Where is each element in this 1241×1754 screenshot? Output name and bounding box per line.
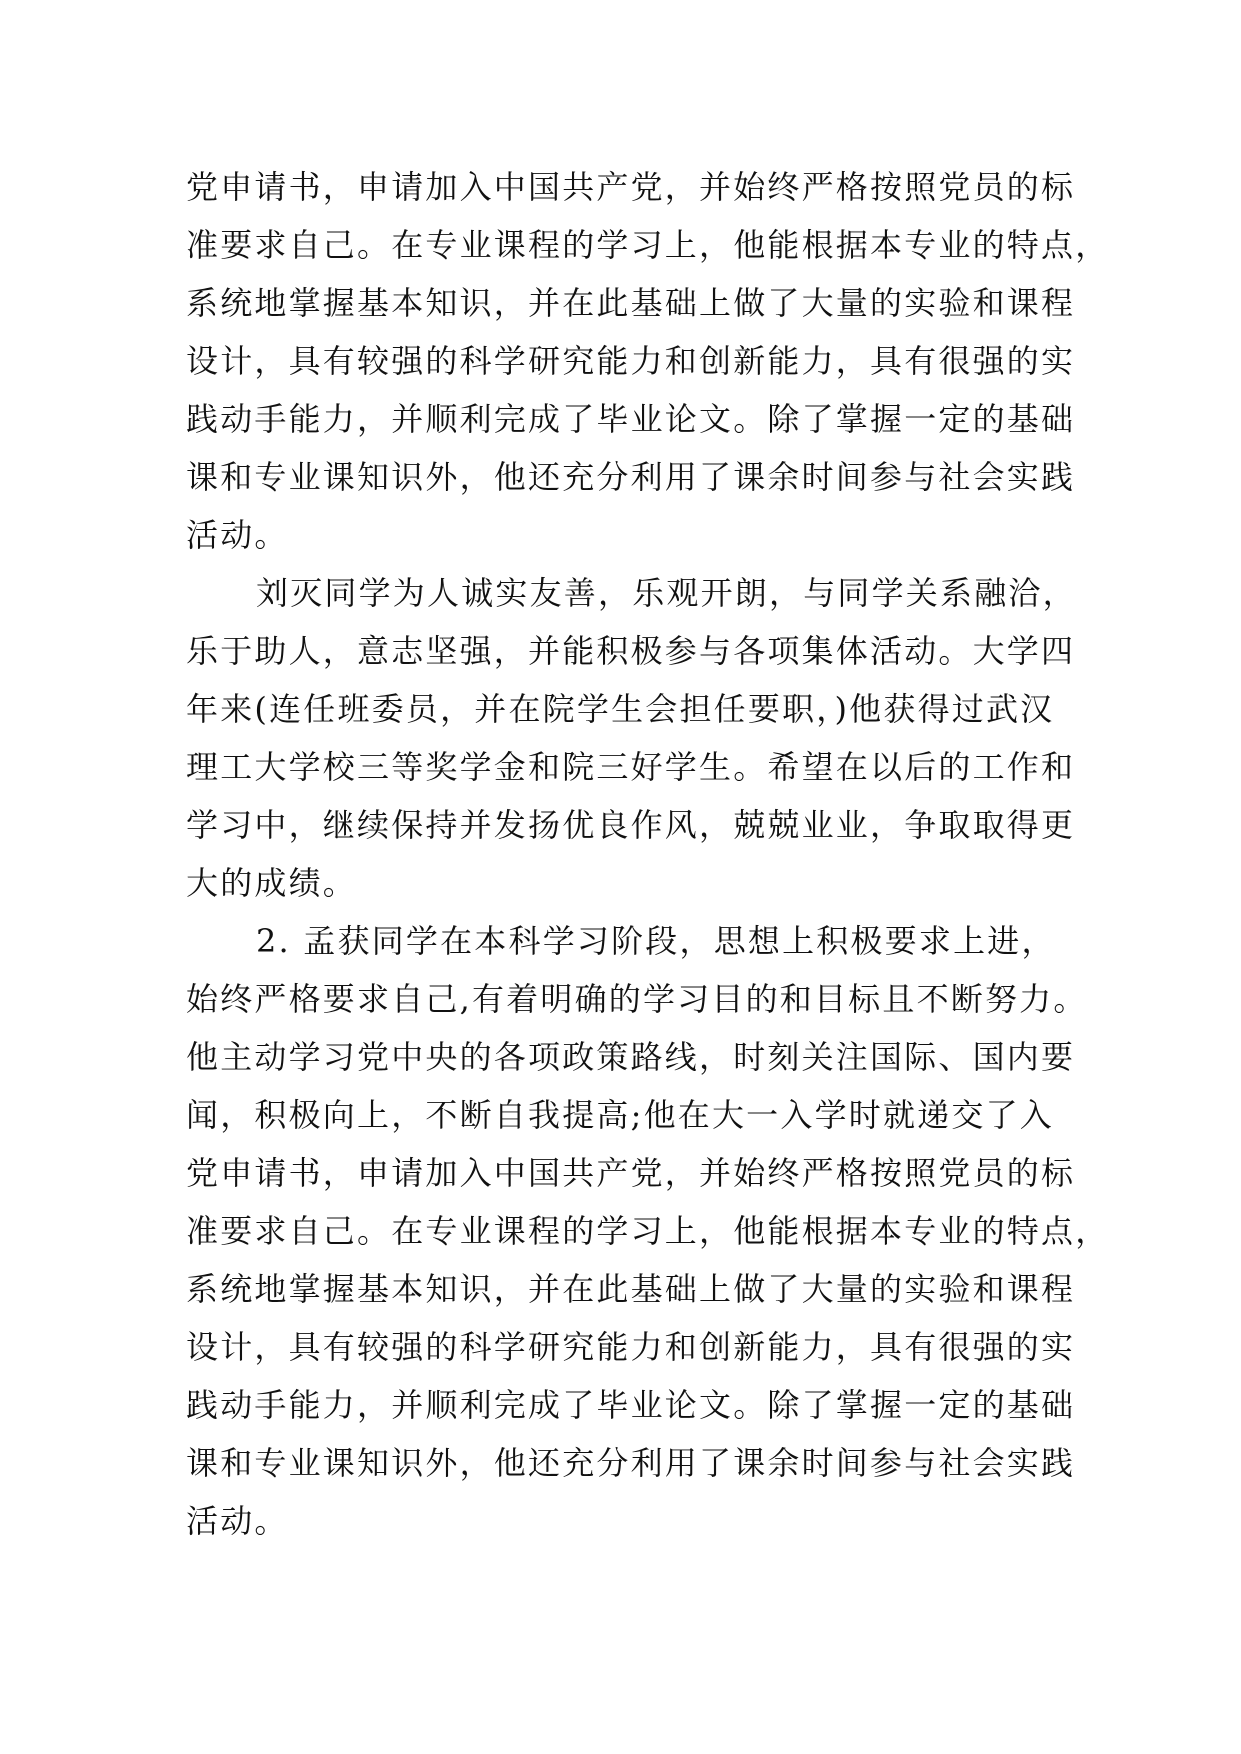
text-line: 党申请书，申请加入中国共产党，并始终严格按照党员的标	[186, 168, 1076, 206]
text-line: 活动。	[186, 1502, 289, 1540]
text-line: 准要求自己。在专业课程的学习上，他能根据本专业的特点，	[186, 1212, 1110, 1250]
text-line: 党申请书，申请加入中国共产党，并始终严格按照党员的标	[186, 1154, 1076, 1192]
text-line: 理工大学校三等奖学金和院三好学生。希望在以后的工作和	[186, 748, 1076, 786]
text-line: 乐于助人，意志坚强，并能积极参与各项集体活动。大学四	[186, 632, 1076, 670]
text-line: 始终严格要求自己,有着明确的学习目的和目标且不断努力。	[186, 980, 1088, 1018]
text-line: 践动手能力，并顺利完成了毕业论文。除了掌握一定的基础	[186, 400, 1076, 438]
text-line: 课和专业课知识外，他还充分利用了课余时间参与社会实践	[186, 458, 1076, 496]
text-line: 课和专业课知识外，他还充分利用了课余时间参与社会实践	[186, 1444, 1076, 1482]
text-line: 设计，具有较强的科学研究能力和创新能力，具有很强的实	[186, 342, 1076, 380]
text-line: 系统地掌握基本知识，并在此基础上做了大量的实验和课程	[186, 1270, 1076, 1308]
text-line: 践动手能力，并顺利完成了毕业论文。除了掌握一定的基础	[186, 1386, 1076, 1424]
text-line: 学习中，继续保持并发扬优良作风，兢兢业业，争取取得更	[186, 806, 1076, 844]
text-line: 刘灭同学为人诚实友善，乐观开朗，与同学关系融洽，	[256, 574, 1077, 612]
text-line: 他主动学习党中央的各项政策路线，时刻关注国际、国内要	[186, 1038, 1076, 1076]
text-line: 设计，具有较强的科学研究能力和创新能力，具有很强的实	[186, 1328, 1076, 1366]
text-line: 闻，积极向上，不断自我提高;他在大一入学时就递交了入	[186, 1096, 1054, 1134]
text-line: 年来(连任班委员，并在院学生会担任要职，)他获得过武汉	[186, 690, 1055, 728]
text-line: 2. 孟获同学在本科学习阶段，思想上积极要求上进，	[256, 922, 1056, 960]
text-line: 大的成绩。	[186, 864, 358, 902]
text-line: 系统地掌握基本知识，并在此基础上做了大量的实验和课程	[186, 284, 1076, 322]
text-line: 准要求自己。在专业课程的学习上，他能根据本专业的特点，	[186, 226, 1110, 264]
text-line: 活动。	[186, 516, 289, 554]
document-body	[186, 158, 1110, 1550]
